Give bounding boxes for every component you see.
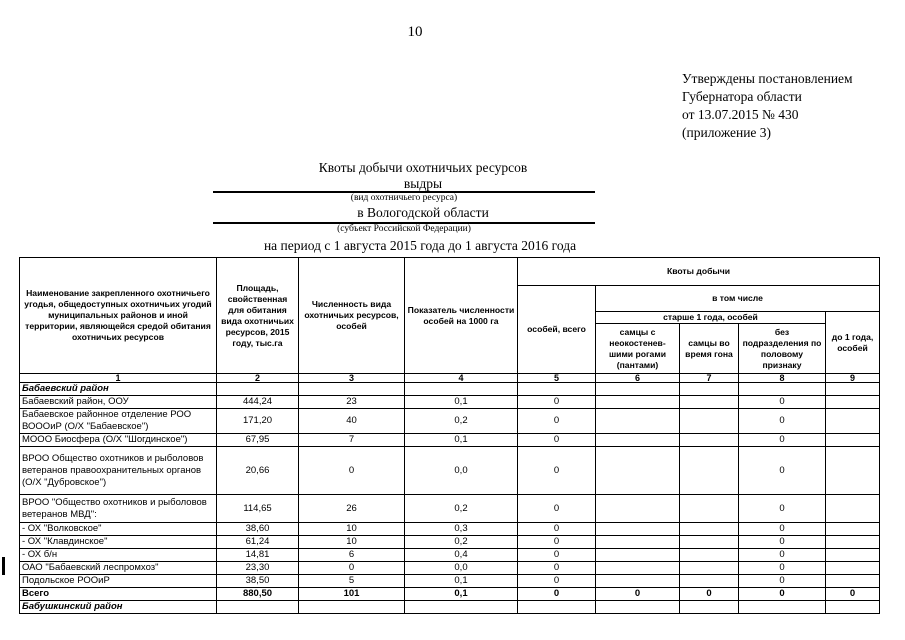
col-number: 4 xyxy=(405,374,518,383)
table-row xyxy=(20,434,880,447)
cell-pop: 10 xyxy=(299,536,405,549)
cell-c7 xyxy=(680,562,739,575)
period: на период с 1 августа 2015 года до 1 августа 2016 года xyxy=(263,238,577,253)
cell-density: 0,1 xyxy=(405,588,518,601)
cell-density: 0,1 xyxy=(405,575,518,588)
cell-c6 xyxy=(596,536,680,549)
col-number: 6 xyxy=(596,374,680,383)
cell-density: 0,1 xyxy=(405,396,518,409)
page-number: 10 xyxy=(407,24,423,40)
table-row xyxy=(20,523,880,536)
header-no-sex: без подразделения по половому признаку xyxy=(739,324,826,374)
approval-line: Губернатора области xyxy=(682,89,802,104)
cell-name: - ОХ "Клавдинское" xyxy=(20,536,217,549)
cell-total: 0 xyxy=(518,447,596,495)
cell-name: МООО Биосфера (О/Х "Шогдинское") xyxy=(20,434,217,447)
cell-density: 0,0 xyxy=(405,447,518,495)
table-row xyxy=(20,549,880,562)
col-number: 3 xyxy=(299,374,405,383)
total-row xyxy=(20,588,880,601)
cell-total: 0 xyxy=(518,434,596,447)
table-row xyxy=(20,536,880,549)
cell-c6 xyxy=(596,434,680,447)
approval-line: Утверждены постановлением xyxy=(682,71,853,86)
table-row xyxy=(20,409,880,434)
cell-c8: 0 xyxy=(739,396,826,409)
header-males-antlers: самцы с неокостенев-шими рогами (пантами) xyxy=(596,324,680,374)
cell-c6 xyxy=(596,523,680,536)
cell-c9 xyxy=(826,562,880,575)
header-population: Численность вида охотничьих ресурсов, особей xyxy=(299,258,405,374)
cell-c6 xyxy=(596,562,680,575)
cell-c6 xyxy=(596,396,680,409)
col-number: 8 xyxy=(739,374,826,383)
cell-c8: 0 xyxy=(739,447,826,495)
approval-note xyxy=(682,70,853,142)
cell-pop: 6 xyxy=(299,549,405,562)
cell-area: 38,60 xyxy=(217,523,299,536)
table-row xyxy=(20,562,880,575)
cell-density: 0,1 xyxy=(405,434,518,447)
table-row xyxy=(20,495,880,523)
cell-c7 xyxy=(680,536,739,549)
document-title: Квоты добычи охотничьих ресурсов xyxy=(318,160,528,175)
cell-c9 xyxy=(826,434,880,447)
cell-total: 0 xyxy=(518,549,596,562)
cell-c9: 0 xyxy=(826,588,880,601)
cell-c8: 0 xyxy=(739,549,826,562)
cell-name: Бабаевское районное отделение РОО ВОООиР (О/Х "Бабаевское") xyxy=(20,409,217,434)
header-under-one: до 1 года, особей xyxy=(826,312,880,374)
cell-area: 67,95 xyxy=(217,434,299,447)
cell-c7 xyxy=(680,396,739,409)
cell-c8: 0 xyxy=(739,495,826,523)
district-name: Бабаевский район xyxy=(20,383,217,396)
cell-pop: 0 xyxy=(299,447,405,495)
cell-c8: 0 xyxy=(739,562,826,575)
cell-area: 23,30 xyxy=(217,562,299,575)
cell-c6 xyxy=(596,409,680,434)
cell-name: - ОХ "Волковское" xyxy=(20,523,217,536)
cell-c8: 0 xyxy=(739,536,826,549)
cell-c7: 0 xyxy=(680,588,739,601)
cell-c7 xyxy=(680,523,739,536)
cell-c6 xyxy=(596,549,680,562)
cell-c9 xyxy=(826,409,880,434)
cell-c9 xyxy=(826,396,880,409)
cell-total: 0 xyxy=(518,562,596,575)
cell-name: ВРОО Общество охотников и рыболовов ветеранов правоохранительных органов (О/Х "Дубровское") xyxy=(20,447,217,495)
table-row xyxy=(20,447,880,495)
cell-name: - ОХ б/н xyxy=(20,549,217,562)
cell-area: 444,24 xyxy=(217,396,299,409)
header-males-rut: самцы во время гона xyxy=(680,324,739,374)
cell-area: 14,81 xyxy=(217,549,299,562)
cell-total: 0 xyxy=(518,536,596,549)
district-row xyxy=(20,383,880,396)
cell-c7 xyxy=(680,409,739,434)
cell-total: 0 xyxy=(518,409,596,434)
cell-name: Бабаевский район, ООУ xyxy=(20,396,217,409)
cell-c8: 0 xyxy=(739,588,826,601)
cell-c7 xyxy=(680,549,739,562)
cell-total: 0 xyxy=(518,495,596,523)
cell-total: 0 xyxy=(518,396,596,409)
cell-density: 0,3 xyxy=(405,523,518,536)
approval-line: (приложение 3) xyxy=(682,125,772,140)
header-name: Наименование закрепленного охотничьего угодья, общедоступных охотничьих угодий муниципальных районов и иной территории, являющейся средой обитания охотничьих ресурсов xyxy=(20,258,217,374)
resource-note: (вид охотничьего ресурса) xyxy=(350,193,458,203)
margin-mark xyxy=(2,557,5,575)
cell-c7 xyxy=(680,495,739,523)
cell-pop: 0 xyxy=(299,562,405,575)
table-row xyxy=(20,575,880,588)
header-area: Площадь, свойственная для обитания вида охотничьих ресурсов, 2015 году, тыс.га xyxy=(217,258,299,374)
col-number: 9 xyxy=(826,374,880,383)
cell-pop: 26 xyxy=(299,495,405,523)
cell-pop: 23 xyxy=(299,396,405,409)
cell-c9 xyxy=(826,447,880,495)
cell-c8: 0 xyxy=(739,523,826,536)
column-numbers-row xyxy=(20,374,880,383)
table-row xyxy=(20,396,880,409)
header-quotas: Квоты добычи xyxy=(518,258,880,286)
col-number: 5 xyxy=(518,374,596,383)
cell-pop: 101 xyxy=(299,588,405,601)
cell-name: ВРОО "Общество охотников и рыболовов ветеранов МВД": xyxy=(20,495,217,523)
cell-pop: 7 xyxy=(299,434,405,447)
cell-area: 114,65 xyxy=(217,495,299,523)
cell-area: 38,50 xyxy=(217,575,299,588)
header-including: в том числе xyxy=(596,286,880,312)
cell-area: 171,20 xyxy=(217,409,299,434)
cell-pop: 5 xyxy=(299,575,405,588)
header-density: Показатель численности особей на 1000 га xyxy=(405,258,518,374)
cell-c8: 0 xyxy=(739,575,826,588)
header-total: особей, всего xyxy=(518,286,596,374)
cell-density: 0,4 xyxy=(405,549,518,562)
quota-table xyxy=(19,257,880,614)
district-name: Бабушкинский район xyxy=(20,601,217,614)
cell-c6 xyxy=(596,575,680,588)
cell-total: 0 xyxy=(518,575,596,588)
header-older: старше 1 года, особей xyxy=(596,312,826,324)
cell-c8: 0 xyxy=(739,409,826,434)
cell-area: 61,24 xyxy=(217,536,299,549)
cell-total: 0 xyxy=(518,588,596,601)
cell-name: Подольское РООиР xyxy=(20,575,217,588)
cell-name: ОАО "Бабаевский леспромхоз" xyxy=(20,562,217,575)
cell-total: 0 xyxy=(518,523,596,536)
district-row xyxy=(20,601,880,614)
cell-c8: 0 xyxy=(739,434,826,447)
cell-density: 0,2 xyxy=(405,536,518,549)
col-number: 7 xyxy=(680,374,739,383)
resource-name: выдры xyxy=(403,176,443,191)
cell-c6 xyxy=(596,447,680,495)
cell-density: 0,0 xyxy=(405,562,518,575)
cell-c9 xyxy=(826,523,880,536)
cell-area: 20,66 xyxy=(217,447,299,495)
col-number: 1 xyxy=(20,374,217,383)
cell-c9 xyxy=(826,549,880,562)
cell-pop: 40 xyxy=(299,409,405,434)
cell-c7 xyxy=(680,575,739,588)
cell-c6 xyxy=(596,495,680,523)
approval-line: от 13.07.2015 № 430 xyxy=(682,107,799,122)
region-name: в Вологодской области xyxy=(357,205,489,220)
cell-c7 xyxy=(680,434,739,447)
cell-area: 880,50 xyxy=(217,588,299,601)
cell-c6: 0 xyxy=(596,588,680,601)
region-note: (субъект Российской Федерации) xyxy=(337,224,471,234)
col-number: 2 xyxy=(217,374,299,383)
cell-pop: 10 xyxy=(299,523,405,536)
cell-c9 xyxy=(826,575,880,588)
cell-density: 0,2 xyxy=(405,495,518,523)
cell-name: Всего xyxy=(20,588,217,601)
cell-c9 xyxy=(826,495,880,523)
cell-density: 0,2 xyxy=(405,409,518,434)
cell-c9 xyxy=(826,536,880,549)
cell-c7 xyxy=(680,447,739,495)
